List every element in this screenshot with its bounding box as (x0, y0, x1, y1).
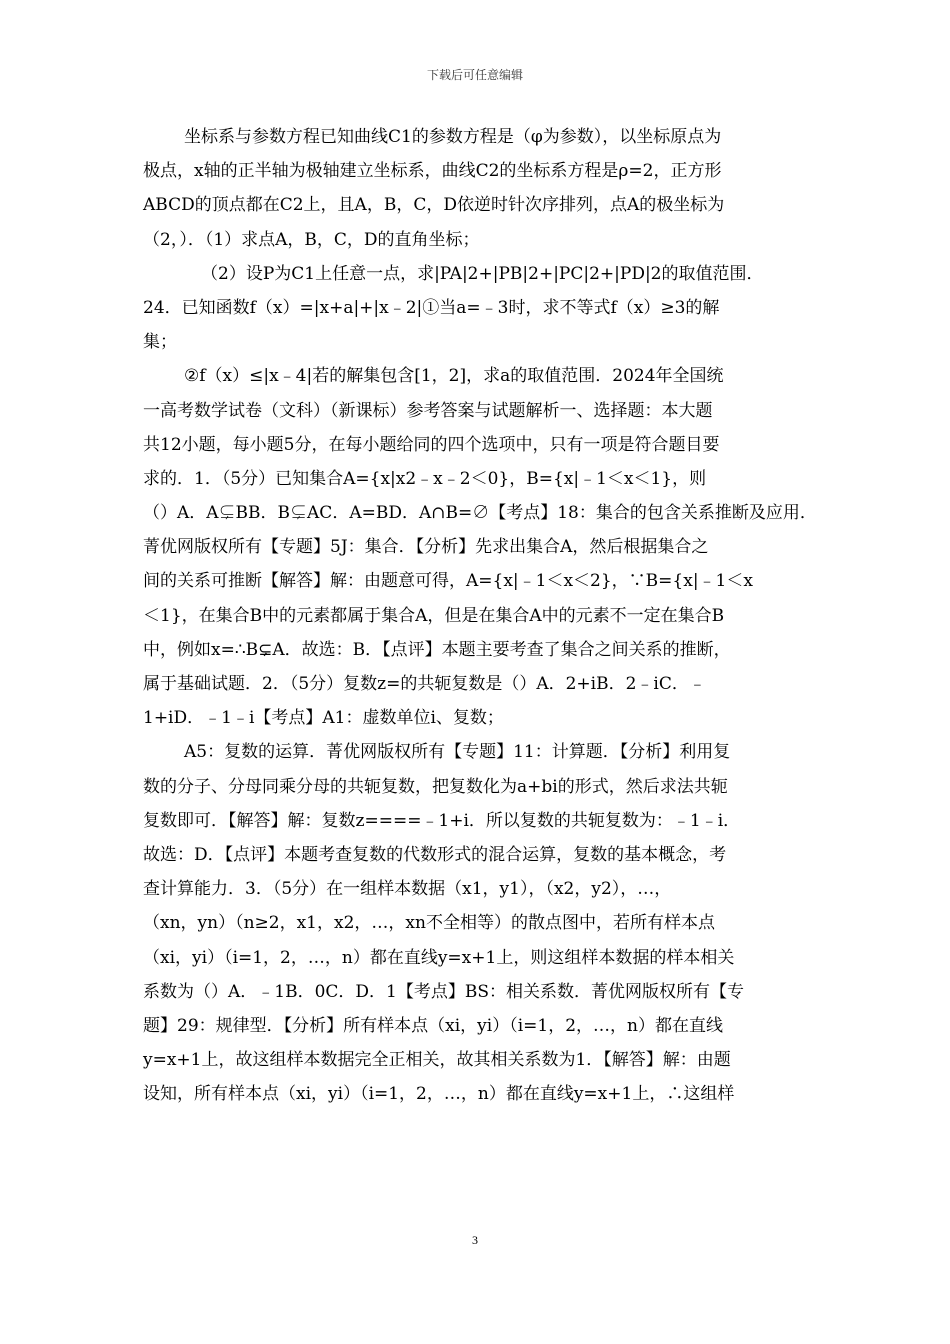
text-line: 1+iD．﹣1﹣i【考点】A1：虚数单位i、复数； (143, 708, 504, 729)
text-line: y=x+1上，故这组样本数据完全正相关，故其相关系数为1．【解答】解：由题 (143, 1050, 731, 1071)
text-line: 数的分子、分母同乘分母的共轭复数，把复数化为a+bi的形式，然后求法共轭 (143, 776, 728, 797)
text-line: 属于基础试题．2．（5分）复数z=的共轭复数是（）A．2+iB．2﹣iC．﹣ (143, 674, 706, 694)
text-line: 设知，所有样本点（xi，yi）（i=1，2，…，n）都在直线y=x+1上，∴这组样 (143, 1084, 735, 1105)
page-header: 下载后可任意编辑 (426, 68, 523, 82)
text-line: （2，）．（1）求点A，B，C，D的直角坐标； (143, 229, 480, 250)
text-line: ABCD的顶点都在C2上，且A，B，C，D依逆时针次序排列，点A的极坐标为 (143, 195, 725, 216)
document-body (143, 120, 817, 1111)
text-line: （2）设P为C1上任意一点，求|PA|2+|PB|2+|PC|2+|PD|2的取值范围． (201, 263, 764, 284)
page-number: 3 (472, 1233, 478, 1247)
text-line: 共12小题，每小题5分，在每小题给同的四个选项中，只有一项是符合题目要 (143, 434, 720, 455)
text-line: （）A．A⊊BB．B⊊AC．A=BD．A∩B=∅【考点】18：集合的包含关系推断及应用． (143, 503, 817, 524)
text-line: 集； (143, 332, 177, 353)
text-line: 系数为（）A．﹣1B．0C．D．1【考点】BS：相关系数．菁优网版权所有【专 (143, 981, 744, 1002)
text-line: 查计算能力．3．（5分）在一组样本数据（x1，y1），（x2，y2），…， (143, 879, 672, 900)
text-line: 中，例如x=∴B⊊A．故选：B．【点评】本题主要考查了集合之间关系的推断， (143, 639, 731, 660)
text-line: 菁优网版权所有【专题】5J：集合．【分析】先求出集合A，然后根据集合之 (143, 537, 709, 558)
text-line: 一高考数学试卷（文科）（新课标）参考答案与试题解析一、选择题：本大题 (143, 400, 713, 421)
text-line: 题】29：规律型．【分析】所有样本点（xi，yi）（i=1，2，…，n）都在直线 (143, 1015, 723, 1036)
text-line: 极点，x轴的正半轴为极轴建立坐标系，曲线C2的坐标系方程是ρ=2，正方形 (143, 161, 722, 182)
text-line: ＜1}，在集合B中的元素都属于集合A，但是在集合A中的元素不一定在集合B (143, 605, 725, 626)
text-line: 间的关系可推断【解答】解：由题意可得，A={x|﹣1＜x＜2}，∵B={x|﹣1＜x (143, 571, 753, 592)
text-line: 复数即可．【解答】解：复数z====﹣1+i．所以复数的共轭复数为：﹣1﹣i． (143, 810, 741, 831)
text-line: A5：复数的运算．菁优网版权所有【专题】11：计算题．【分析】利用复 (184, 742, 731, 763)
text-line: 坐标系与参数方程已知曲线C1的参数方程是（φ为参数），以坐标原点为 (184, 127, 722, 147)
text-line: （xn，yn）（n≥2，x1，x2，…，xn不全相等）的散点图中，若所有样本点 (143, 913, 715, 934)
text-line: 故选：D．【点评】本题考查复数的代数形式的混合运算，复数的基本概念，考 (143, 844, 727, 865)
text-line: 24．已知函数f（x）=|x+a|+|x﹣2|①当a=﹣3时，求不等式f（x）≥3的解 (143, 297, 720, 318)
text-line: （xi，yi）（i=1，2，…，n）都在直线y=x+1上，则这组样本数据的样本相关 (143, 947, 735, 968)
text-line: 求的．1．（5分）已知集合A={x|x2﹣x﹣2＜0}，B={x|﹣1＜x＜1}，则 (143, 468, 707, 489)
text-line: ②f（x）≤|x﹣4|若的解集包含[1，2]，求a的取值范围．2024年全国统 (184, 366, 724, 387)
